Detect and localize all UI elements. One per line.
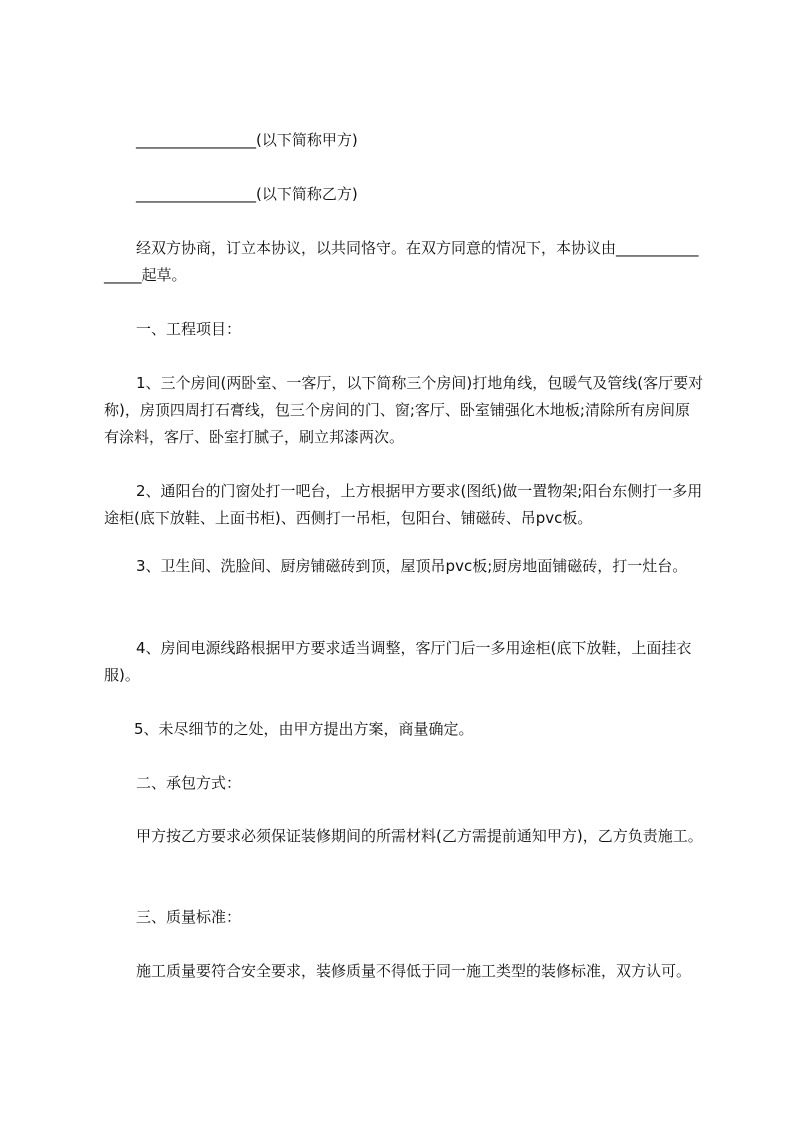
party-b-line: ________________(以下简称乙方) (136, 185, 358, 203)
intro-paragraph: 经双方协商，订立本协议，以共同恪守。在双方同意的情况下，本协议由________________起草。 (104, 239, 699, 284)
party-a-line: ________________(以下简称甲方) (136, 131, 358, 149)
section-1-item-3: 3、卫生间、洗脸间、厨房铺磁砖到顶，屋顶吊pvc板;厨房地面铺磁砖，打一灶台。 (136, 557, 688, 575)
section-1-item-4: 4、房间电源线路根据甲方要求适当调整，客厅门后一多用途柜(底下放鞋，上面挂衣服)。 (104, 639, 692, 684)
section-3-heading: 三、质量标准： (136, 908, 242, 926)
section-2-body: 甲方按乙方要求必须保证装修期间的所需材料(乙方需提前通知甲方)，乙方负责施工。 (136, 827, 703, 845)
section-1-item-2: 2、通阳台的门窗处打一吧台，上方根据甲方要求(图纸)做一置物架;阳台东侧打一多用途柜(底下放鞋、上面书柜)、西侧打一吊柜，包阳台、铺磁砖、吊pvc板。 (104, 482, 703, 527)
section-1-item-1: 1、三个房间(两卧室、一客厅，以下简称三个房间)打地角线，包暖气及管线(客厅要对称)，房顶四周打石膏线，包三个房间的门、窗;客厅、卧室铺强化木地板;清除所有房间原有涂料，客厅、卧室打腻子，刷立邦漆两次。 (104, 374, 704, 446)
section-1-item-5: 5、未尽细节的之处，由甲方提出方案，商量确定。 (134, 720, 474, 738)
section-2-heading: 二、承包方式： (136, 774, 242, 792)
section-3-body: 施工质量要符合安全要求，装修质量不得低于同一施工类型的装修标准，双方认可。 (136, 962, 692, 980)
section-1-heading: 一、工程项目： (136, 320, 242, 338)
